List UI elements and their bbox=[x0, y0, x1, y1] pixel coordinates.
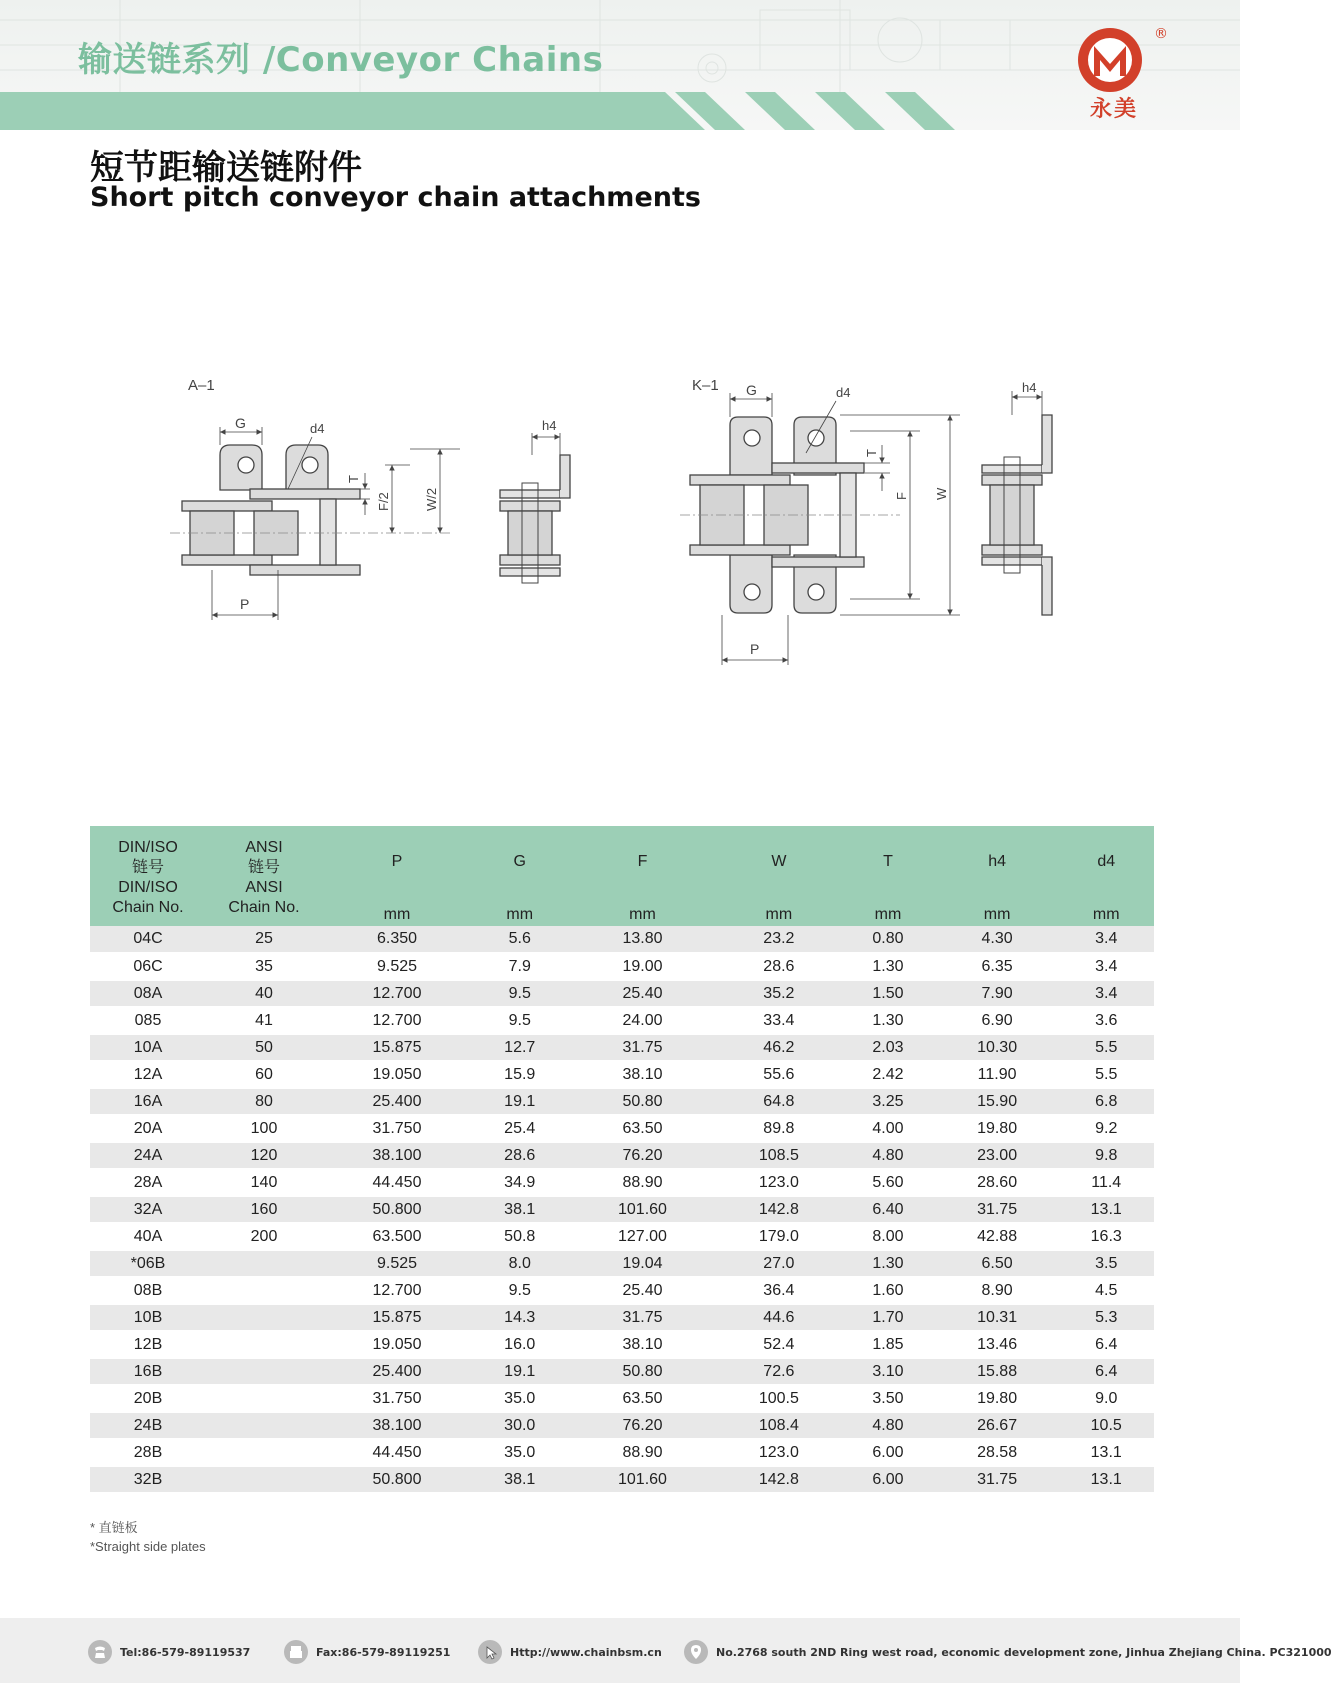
cell-d4: 9.8 bbox=[1058, 1142, 1154, 1169]
header-din-iso: DIN/ISO 链号 DIN/ISO Chain No. bbox=[90, 826, 206, 926]
cell-d4: 3.4 bbox=[1058, 980, 1154, 1007]
cell-h4: 6.90 bbox=[936, 1007, 1059, 1034]
cell-din: 20B bbox=[90, 1385, 206, 1412]
unit-p: mm bbox=[322, 898, 472, 926]
table-row bbox=[90, 1412, 1154, 1439]
table-row bbox=[90, 926, 1154, 953]
cell-d4: 6.4 bbox=[1058, 1358, 1154, 1385]
cell-ansi bbox=[206, 1412, 322, 1439]
cell-p: 19.050 bbox=[322, 1061, 472, 1088]
location-pin-icon bbox=[684, 1640, 708, 1664]
cell-h4: 7.90 bbox=[936, 980, 1059, 1007]
table-row bbox=[90, 1250, 1154, 1277]
svg-text:d4: d4 bbox=[836, 385, 851, 400]
cell-f: 25.40 bbox=[567, 980, 717, 1007]
svg-text:d4: d4 bbox=[310, 421, 325, 436]
cell-din: 10B bbox=[90, 1304, 206, 1331]
cell-f: 38.10 bbox=[567, 1061, 717, 1088]
cell-g: 35.0 bbox=[472, 1439, 567, 1466]
cell-ansi: 35 bbox=[206, 953, 322, 980]
cell-din: 32B bbox=[90, 1466, 206, 1493]
cell-h4: 42.88 bbox=[936, 1223, 1059, 1250]
svg-text:F/2: F/2 bbox=[376, 492, 391, 511]
cell-ansi: 160 bbox=[206, 1196, 322, 1223]
table-row bbox=[90, 1439, 1154, 1466]
cell-p: 9.525 bbox=[322, 1250, 472, 1277]
cell-ansi: 25 bbox=[206, 926, 322, 953]
cell-d4: 10.5 bbox=[1058, 1412, 1154, 1439]
cell-h4: 23.00 bbox=[936, 1142, 1059, 1169]
cell-din: 28B bbox=[90, 1439, 206, 1466]
cell-d4: 3.4 bbox=[1058, 926, 1154, 953]
cell-h4: 31.75 bbox=[936, 1196, 1059, 1223]
cell-ansi bbox=[206, 1385, 322, 1412]
cell-w: 44.6 bbox=[717, 1304, 840, 1331]
header-green-band bbox=[0, 92, 1240, 130]
cell-h4: 31.75 bbox=[936, 1466, 1059, 1493]
table-row bbox=[90, 1007, 1154, 1034]
cell-d4: 5.3 bbox=[1058, 1304, 1154, 1331]
svg-text:T: T bbox=[864, 449, 879, 457]
cell-ansi: 50 bbox=[206, 1034, 322, 1061]
cell-g: 9.5 bbox=[472, 1277, 567, 1304]
cell-din: 28A bbox=[90, 1169, 206, 1196]
cell-w: 123.0 bbox=[717, 1439, 840, 1466]
table-row bbox=[90, 1061, 1154, 1088]
table-row bbox=[90, 1385, 1154, 1412]
cell-w: 27.0 bbox=[717, 1250, 840, 1277]
cell-h4: 13.46 bbox=[936, 1331, 1059, 1358]
footnote bbox=[90, 1518, 206, 1556]
table-row bbox=[90, 1034, 1154, 1061]
cell-ansi: 60 bbox=[206, 1061, 322, 1088]
cell-h4: 19.80 bbox=[936, 1115, 1059, 1142]
cell-p: 31.750 bbox=[322, 1115, 472, 1142]
cell-ansi: 40 bbox=[206, 980, 322, 1007]
cell-w: 179.0 bbox=[717, 1223, 840, 1250]
cell-ansi bbox=[206, 1358, 322, 1385]
cell-g: 38.1 bbox=[472, 1466, 567, 1493]
cell-f: 19.04 bbox=[567, 1250, 717, 1277]
drawing-k1-label: K–1 bbox=[692, 377, 719, 394]
cell-p: 44.450 bbox=[322, 1169, 472, 1196]
cell-t: 3.50 bbox=[840, 1385, 935, 1412]
cell-t: 2.03 bbox=[840, 1034, 935, 1061]
header-w: W bbox=[717, 826, 840, 898]
cell-g: 5.6 bbox=[472, 926, 567, 953]
cell-h4: 10.30 bbox=[936, 1034, 1059, 1061]
cell-p: 63.500 bbox=[322, 1223, 472, 1250]
cell-ansi bbox=[206, 1331, 322, 1358]
cell-g: 35.0 bbox=[472, 1385, 567, 1412]
logo-text: 永美 bbox=[1089, 97, 1138, 122]
cell-f: 63.50 bbox=[567, 1385, 717, 1412]
phone-icon bbox=[88, 1640, 112, 1664]
cell-din: 085 bbox=[90, 1007, 206, 1034]
cell-w: 36.4 bbox=[717, 1277, 840, 1304]
cell-g: 8.0 bbox=[472, 1250, 567, 1277]
cell-g: 34.9 bbox=[472, 1169, 567, 1196]
cell-t: 1.50 bbox=[840, 980, 935, 1007]
cell-h4: 26.67 bbox=[936, 1412, 1059, 1439]
cell-h4: 4.30 bbox=[936, 926, 1059, 953]
cell-ansi bbox=[206, 1466, 322, 1493]
footnote-en: *Straight side plates bbox=[90, 1539, 206, 1554]
cell-p: 12.700 bbox=[322, 980, 472, 1007]
table-row bbox=[90, 953, 1154, 980]
cell-w: 33.4 bbox=[717, 1007, 840, 1034]
cell-p: 50.800 bbox=[322, 1466, 472, 1493]
table-row bbox=[90, 1466, 1154, 1493]
cell-t: 3.10 bbox=[840, 1358, 935, 1385]
header-p: P bbox=[322, 826, 472, 898]
header-t: T bbox=[840, 826, 935, 898]
cell-g: 7.9 bbox=[472, 953, 567, 980]
cell-f: 88.90 bbox=[567, 1169, 717, 1196]
cell-f: 25.40 bbox=[567, 1277, 717, 1304]
cell-din: 04C bbox=[90, 926, 206, 953]
cell-t: 2.42 bbox=[840, 1061, 935, 1088]
svg-text:W/2: W/2 bbox=[424, 487, 439, 511]
cell-f: 13.80 bbox=[567, 926, 717, 953]
cell-w: 52.4 bbox=[717, 1331, 840, 1358]
cell-w: 28.6 bbox=[717, 953, 840, 980]
cell-g: 9.5 bbox=[472, 980, 567, 1007]
cell-h4: 15.88 bbox=[936, 1358, 1059, 1385]
table-row bbox=[90, 1142, 1154, 1169]
cell-p: 31.750 bbox=[322, 1385, 472, 1412]
cell-ansi: 200 bbox=[206, 1223, 322, 1250]
cell-w: 108.4 bbox=[717, 1412, 840, 1439]
cell-g: 9.5 bbox=[472, 1007, 567, 1034]
cell-w: 123.0 bbox=[717, 1169, 840, 1196]
cell-d4: 6.8 bbox=[1058, 1088, 1154, 1115]
fax-icon bbox=[284, 1640, 308, 1664]
drawing-a1-label: A–1 bbox=[188, 377, 215, 394]
svg-text:P: P bbox=[750, 641, 760, 657]
cell-g: 19.1 bbox=[472, 1088, 567, 1115]
cell-f: 63.50 bbox=[567, 1115, 717, 1142]
header-h4: h4 bbox=[936, 826, 1059, 898]
cell-ansi: 120 bbox=[206, 1142, 322, 1169]
cell-din: 32A bbox=[90, 1196, 206, 1223]
cell-f: 76.20 bbox=[567, 1142, 717, 1169]
cell-f: 50.80 bbox=[567, 1358, 717, 1385]
cell-d4: 9.2 bbox=[1058, 1115, 1154, 1142]
registered-mark: ® bbox=[1154, 26, 1168, 42]
cell-d4: 9.0 bbox=[1058, 1385, 1154, 1412]
cell-din: 16A bbox=[90, 1088, 206, 1115]
cell-g: 19.1 bbox=[472, 1358, 567, 1385]
cell-ansi bbox=[206, 1250, 322, 1277]
table-row bbox=[90, 980, 1154, 1007]
cell-f: 101.60 bbox=[567, 1196, 717, 1223]
cell-f: 24.00 bbox=[567, 1007, 717, 1034]
cell-d4: 5.5 bbox=[1058, 1061, 1154, 1088]
cell-g: 14.3 bbox=[472, 1304, 567, 1331]
cell-w: 89.8 bbox=[717, 1115, 840, 1142]
page-title-en: Short pitch conveyor chain attachments bbox=[90, 182, 701, 213]
cell-t: 4.00 bbox=[840, 1115, 935, 1142]
unit-f: mm bbox=[567, 898, 717, 926]
cell-din: 16B bbox=[90, 1358, 206, 1385]
cell-t: 1.30 bbox=[840, 1007, 935, 1034]
cell-g: 38.1 bbox=[472, 1196, 567, 1223]
header-g: G bbox=[472, 826, 567, 898]
cell-p: 15.875 bbox=[322, 1304, 472, 1331]
spec-table bbox=[90, 826, 1154, 1494]
cell-p: 12.700 bbox=[322, 1277, 472, 1304]
cell-d4: 3.5 bbox=[1058, 1250, 1154, 1277]
cell-p: 6.350 bbox=[322, 926, 472, 953]
cell-t: 1.60 bbox=[840, 1277, 935, 1304]
cell-h4: 19.80 bbox=[936, 1385, 1059, 1412]
svg-text:F: F bbox=[894, 492, 909, 500]
cell-p: 15.875 bbox=[322, 1034, 472, 1061]
table-row bbox=[90, 1331, 1154, 1358]
cell-d4: 3.6 bbox=[1058, 1007, 1154, 1034]
cell-h4: 8.90 bbox=[936, 1277, 1059, 1304]
cell-d4: 3.4 bbox=[1058, 953, 1154, 980]
cell-h4: 28.58 bbox=[936, 1439, 1059, 1466]
cell-f: 50.80 bbox=[567, 1088, 717, 1115]
cell-ansi: 140 bbox=[206, 1169, 322, 1196]
cell-d4: 4.5 bbox=[1058, 1277, 1154, 1304]
table-row bbox=[90, 1088, 1154, 1115]
cell-h4: 6.50 bbox=[936, 1250, 1059, 1277]
cell-g: 12.7 bbox=[472, 1034, 567, 1061]
cell-w: 23.2 bbox=[717, 926, 840, 953]
table-row bbox=[90, 1115, 1154, 1142]
cell-din: 08A bbox=[90, 980, 206, 1007]
technical-drawings bbox=[160, 365, 1090, 695]
cell-g: 25.4 bbox=[472, 1115, 567, 1142]
cell-g: 50.8 bbox=[472, 1223, 567, 1250]
cell-t: 0.80 bbox=[840, 926, 935, 953]
cell-din: 12B bbox=[90, 1331, 206, 1358]
table-row bbox=[90, 1358, 1154, 1385]
cell-h4: 6.35 bbox=[936, 953, 1059, 980]
cell-w: 142.8 bbox=[717, 1466, 840, 1493]
web-pointer-icon bbox=[478, 1640, 502, 1664]
unit-h4: mm bbox=[936, 898, 1059, 926]
cell-p: 9.525 bbox=[322, 953, 472, 980]
page-title-cn: 短节距输送链附件 bbox=[90, 148, 362, 188]
table-row bbox=[90, 1277, 1154, 1304]
cell-w: 100.5 bbox=[717, 1385, 840, 1412]
cell-din: 20A bbox=[90, 1115, 206, 1142]
cell-g: 28.6 bbox=[472, 1142, 567, 1169]
cell-d4: 6.4 bbox=[1058, 1331, 1154, 1358]
cell-din: 24B bbox=[90, 1412, 206, 1439]
cell-h4: 11.90 bbox=[936, 1061, 1059, 1088]
drawing-k1 bbox=[680, 377, 1052, 665]
svg-text:G: G bbox=[235, 415, 246, 431]
header-title: 输送链系列 /Conveyor Chains bbox=[78, 40, 604, 80]
cell-w: 35.2 bbox=[717, 980, 840, 1007]
cell-p: 44.450 bbox=[322, 1439, 472, 1466]
cell-f: 101.60 bbox=[567, 1466, 717, 1493]
cell-p: 12.700 bbox=[322, 1007, 472, 1034]
cell-p: 19.050 bbox=[322, 1331, 472, 1358]
cell-g: 16.0 bbox=[472, 1331, 567, 1358]
unit-d4: mm bbox=[1058, 898, 1154, 926]
table-row bbox=[90, 1169, 1154, 1196]
cell-f: 31.75 bbox=[567, 1304, 717, 1331]
svg-text:W: W bbox=[934, 487, 949, 500]
cell-t: 1.30 bbox=[840, 1250, 935, 1277]
cell-din: *06B bbox=[90, 1250, 206, 1277]
cell-din: 10A bbox=[90, 1034, 206, 1061]
cell-d4: 13.1 bbox=[1058, 1196, 1154, 1223]
cell-t: 1.70 bbox=[840, 1304, 935, 1331]
header-f: F bbox=[567, 826, 717, 898]
cell-w: 142.8 bbox=[717, 1196, 840, 1223]
svg-text:T: T bbox=[346, 475, 361, 483]
svg-text:G: G bbox=[746, 382, 757, 398]
cell-t: 4.80 bbox=[840, 1142, 935, 1169]
unit-t: mm bbox=[840, 898, 935, 926]
cell-p: 25.400 bbox=[322, 1088, 472, 1115]
svg-text:h4: h4 bbox=[542, 418, 557, 433]
cell-din: 40A bbox=[90, 1223, 206, 1250]
footer-fax: Fax:86-579-89119251 bbox=[284, 1640, 450, 1664]
header-ansi: ANSI 链号 ANSI Chain No. bbox=[206, 826, 322, 926]
cell-f: 88.90 bbox=[567, 1439, 717, 1466]
cell-ansi: 80 bbox=[206, 1088, 322, 1115]
cell-f: 19.00 bbox=[567, 953, 717, 980]
spec-table-body bbox=[90, 926, 1154, 1493]
page-header bbox=[0, 0, 1240, 130]
cell-w: 108.5 bbox=[717, 1142, 840, 1169]
footer-address: No.2768 south 2ND Ring west road, economic development zone, Jinhua Zhejiang China. PC321000 bbox=[684, 1640, 1332, 1664]
cell-din: 12A bbox=[90, 1061, 206, 1088]
cell-d4: 16.3 bbox=[1058, 1223, 1154, 1250]
cell-ansi bbox=[206, 1304, 322, 1331]
cell-f: 31.75 bbox=[567, 1034, 717, 1061]
cell-d4: 11.4 bbox=[1058, 1169, 1154, 1196]
cell-ansi bbox=[206, 1439, 322, 1466]
header-d4: d4 bbox=[1058, 826, 1154, 898]
footer-tel: Tel:86-579-89119537 bbox=[88, 1640, 250, 1664]
cell-g: 30.0 bbox=[472, 1412, 567, 1439]
cell-d4: 13.1 bbox=[1058, 1439, 1154, 1466]
cell-ansi: 100 bbox=[206, 1115, 322, 1142]
cell-p: 38.100 bbox=[322, 1142, 472, 1169]
cell-d4: 13.1 bbox=[1058, 1466, 1154, 1493]
cell-p: 25.400 bbox=[322, 1358, 472, 1385]
cell-w: 64.8 bbox=[717, 1088, 840, 1115]
cell-p: 50.800 bbox=[322, 1196, 472, 1223]
cell-ansi: 41 bbox=[206, 1007, 322, 1034]
cell-h4: 15.90 bbox=[936, 1088, 1059, 1115]
cell-din: 08B bbox=[90, 1277, 206, 1304]
cell-h4: 28.60 bbox=[936, 1169, 1059, 1196]
cell-f: 38.10 bbox=[567, 1331, 717, 1358]
cell-t: 6.00 bbox=[840, 1439, 935, 1466]
cell-t: 1.85 bbox=[840, 1331, 935, 1358]
cell-d4: 5.5 bbox=[1058, 1034, 1154, 1061]
cell-din: 24A bbox=[90, 1142, 206, 1169]
page-footer bbox=[0, 1618, 1332, 1683]
cell-t: 4.80 bbox=[840, 1412, 935, 1439]
cell-w: 46.2 bbox=[717, 1034, 840, 1061]
cell-din: 06C bbox=[90, 953, 206, 980]
footnote-cn: * 直链板 bbox=[90, 1520, 138, 1535]
cell-p: 38.100 bbox=[322, 1412, 472, 1439]
unit-w: mm bbox=[717, 898, 840, 926]
cell-h4: 10.31 bbox=[936, 1304, 1059, 1331]
cell-t: 6.00 bbox=[840, 1466, 935, 1493]
cell-t: 8.00 bbox=[840, 1223, 935, 1250]
svg-text:h4: h4 bbox=[1022, 380, 1037, 395]
cell-w: 72.6 bbox=[717, 1358, 840, 1385]
drawing-a1 bbox=[170, 377, 570, 620]
cell-t: 3.25 bbox=[840, 1088, 935, 1115]
cell-ansi bbox=[206, 1277, 322, 1304]
cell-g: 15.9 bbox=[472, 1061, 567, 1088]
cell-f: 76.20 bbox=[567, 1412, 717, 1439]
table-row bbox=[90, 1196, 1154, 1223]
unit-g: mm bbox=[472, 898, 567, 926]
footer-web[interactable]: Http://www.chainbsm.cn bbox=[478, 1640, 662, 1664]
cell-w: 55.6 bbox=[717, 1061, 840, 1088]
cell-f: 127.00 bbox=[567, 1223, 717, 1250]
cell-t: 5.60 bbox=[840, 1169, 935, 1196]
table-row bbox=[90, 1304, 1154, 1331]
cell-t: 6.40 bbox=[840, 1196, 935, 1223]
svg-text:P: P bbox=[240, 596, 250, 612]
table-row bbox=[90, 1223, 1154, 1250]
cell-t: 1.30 bbox=[840, 953, 935, 980]
